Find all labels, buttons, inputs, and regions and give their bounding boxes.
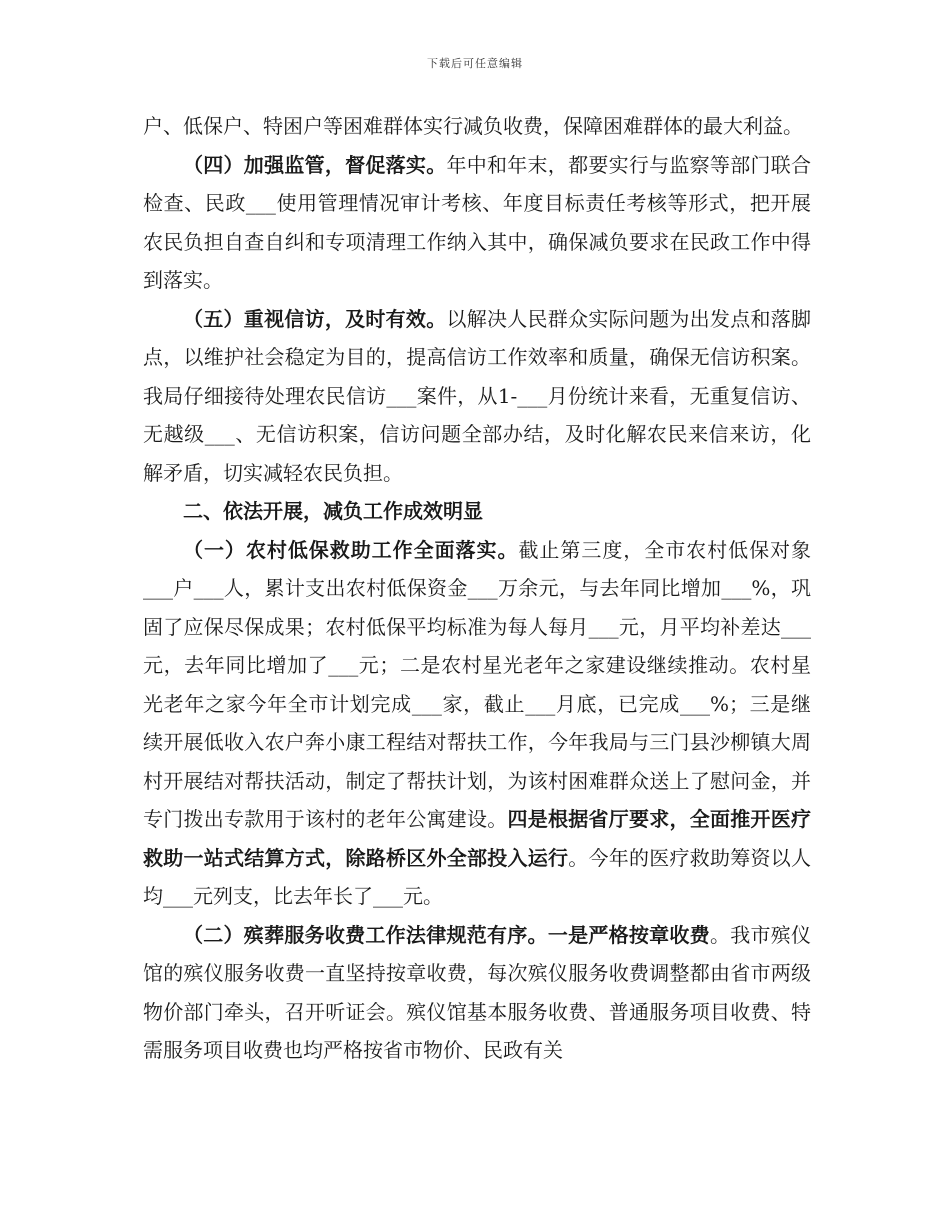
paragraph-continuation	[143, 107, 811, 146]
paragraph-subsection-1	[143, 531, 811, 916]
section-heading: （四）加强监管，督促落实。	[183, 152, 447, 177]
page-header: 下载后可任意编辑	[427, 57, 523, 70]
section-heading: （五）重视信访，及时有效。	[183, 306, 447, 331]
emphasis-text: 一是严格按章收费	[547, 922, 710, 947]
paragraph-section-4	[143, 146, 811, 300]
paragraph-text: 年中和年末，都要实行与监察等部门联合检查、民政___使用管理情况审计考核、年度目标责任考核等形式，把开展农民负担自查自纠和专项清理工作纳入其中，确保减负要求在民政工作中得到落实。	[143, 152, 812, 292]
chapter-heading	[143, 492, 811, 531]
paragraph-text: 户、低保户、特困户等困难群体实行减负收费，保障困难群体的最大利益。	[143, 114, 803, 138]
paragraph-subsection-2	[143, 916, 811, 1070]
section-heading: （二）殡葬服务收费工作法律规范有序。	[183, 922, 548, 947]
paragraph-text: 以解决人民群众实际问题为出发点和落脚点，以维护社会稳定为目的，提高信访工作效率和质量，确保无信访积案。我局仔细接待处理农民信访___案件，从1-___月份统计来看，无重复信访、无越级___、无信访积案，信访问题全部办结，及时化解农民来信来访，化解矛盾，切实减轻农民负担。	[143, 306, 812, 485]
paragraph-text: 。我市殡仪馆的殡仪服务收费一直坚持按章收费，每次殡仪服务收费调整都由省市两级物价部门牵头，召开听证会。殡仪馆基本服务收费、普通服务项目收费、特需服务项目收费也均严格按省市物价、民政有关	[143, 922, 812, 1062]
paragraph-section-5	[143, 300, 811, 493]
chapter-heading-text: 二、依法开展，减负工作成效明显	[183, 499, 483, 523]
paragraph-text: 截止第三度，全市农村低保对象___户___人，累计支出农村低保资金___万余元，与去年同比增加___%，巩固了应保尽保成果；农村低保平均标准为每人每月___元，月平均补差达___元，去年同比增加了___元；二是农村星光老年之家建设继续推动。农村星光老年之家今年全市计划完成___家，截止___月底，已完成___%；三是继续开展低收入农户奔小康工程结对帮扶工作，今年我局与三门县沙柳镇大周村开展结对帮扶活动，制定了帮扶计划，为该村困难群众送上了慰问金，并专门拨出专款用于该村的老年公寓建设。	[143, 537, 812, 831]
paragraph-text: 。今年的医疗救助筹资以人均___元列支，比去年长了___元。	[143, 845, 811, 908]
document-body	[143, 107, 811, 1070]
section-heading: （一）农村低保救助工作全面落实。	[183, 537, 519, 562]
emphasis-text: 四是根据省厅要求，全面推开医疗救助一站式结算方式，除路桥区外全部投入运行	[143, 807, 811, 870]
